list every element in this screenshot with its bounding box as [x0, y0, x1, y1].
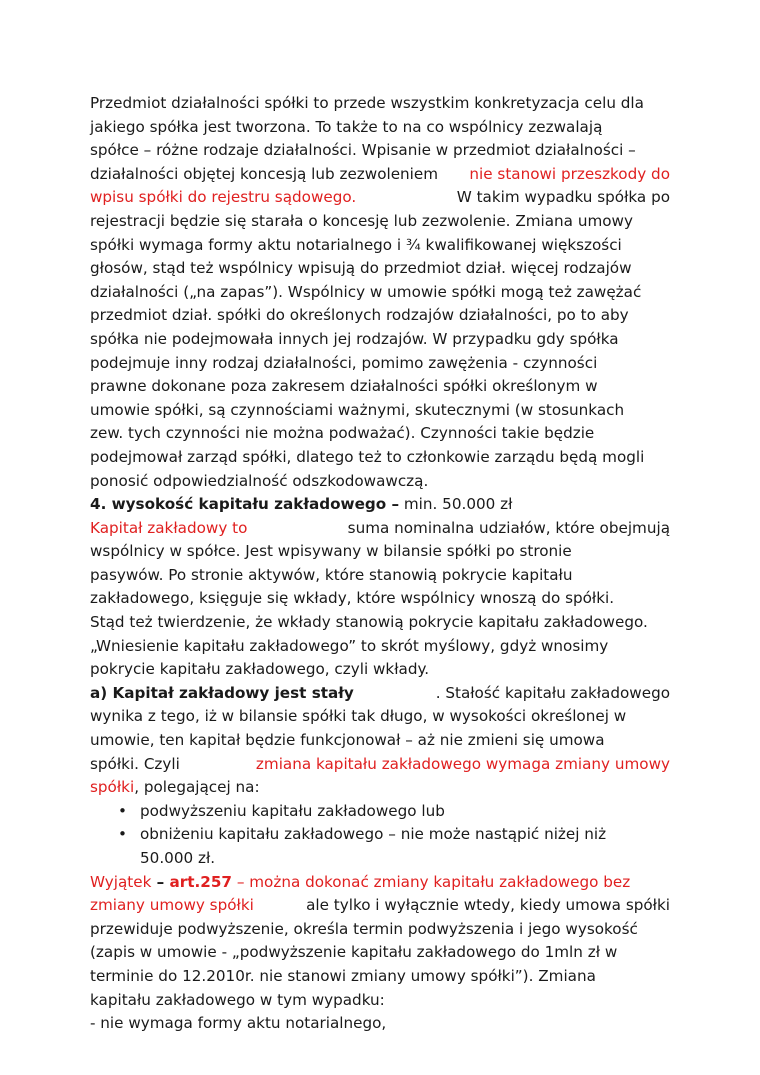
- text-span: , polegającej na:: [134, 778, 260, 797]
- text-line: spółki wymaga formy aktu notarialnego i ¾ kwalifikowanej większości: [90, 235, 622, 254]
- text-line: ponosić odpowiedzialność odszkodowawczą.: [90, 471, 429, 490]
- text-span: . Stałość kapitału zakładowego: [435, 683, 670, 702]
- text-line: rejestracji będzie się starała o koncesję lub zezwolenie. Zmiana umowy: [90, 211, 633, 230]
- text-line: „Wniesienie kapitału zakładowego” to skrót myślowy, gdyż wnosimy: [90, 636, 609, 655]
- text-line-mixed: [90, 163, 670, 187]
- exception-lead: [90, 871, 630, 895]
- text-span: W takim wypadku spółka po: [456, 188, 670, 207]
- highlight-red: Wyjątek: [90, 872, 152, 891]
- text-span: działalności objętej koncesją lub zezwoleniem: [90, 164, 439, 183]
- text-line: (zapis w umowie - „podwyższenie kapitału zakładowego do 1mln zł w: [90, 943, 618, 962]
- heading-value: min. 50.000 zł: [399, 495, 513, 514]
- bullet-icon: •: [118, 801, 127, 820]
- article-ref: art.257: [169, 872, 233, 891]
- text-line: wynika z tego, iż w bilansie spółki tak długo, w wysokości określonej w: [90, 707, 627, 726]
- text-line: terminie do 12.2010r. nie stanowi zmiany umowy spółki”). Zmiana: [90, 966, 596, 985]
- section-heading: [90, 493, 670, 517]
- subheading-bold: a) Kapitał zakładowy jest stały: [90, 683, 354, 702]
- text-line-mixed: [90, 517, 670, 541]
- text-line: kapitału zakładowego w tym wypadku:: [90, 990, 385, 1009]
- highlight-red: wpisu spółki do rejestru sądowego.: [90, 188, 357, 207]
- text-line: umowie, ten kapitał będzie funkcjonował – aż nie zmieni się umowa: [90, 731, 605, 750]
- highlight-red: Kapitał zakładowy to: [90, 518, 248, 537]
- text-line: spółce – różne rodzaje działalności. Wpisanie w przedmiot działalności –: [90, 141, 636, 160]
- text-line-mixed: [90, 682, 670, 706]
- text-line: zakładowego, księguje się wkłady, które wspólnicy wnoszą do spółki.: [90, 589, 615, 608]
- bullet-icon: •: [118, 825, 127, 844]
- text-line-mixed: [90, 871, 670, 895]
- list-item-text: podwyższeniu kapitału zakładowego lub: [140, 801, 445, 820]
- highlight-red: zmiana kapitału zakładowego wymaga zmiany umowy: [255, 754, 670, 773]
- text-line: zew. tych czynności nie można podważać). Czynności takie będzie: [90, 424, 595, 443]
- text-line: podejmuje inny rodzaj działalności, pomimo zawężenia - czynności: [90, 353, 598, 372]
- list-item: [90, 800, 670, 824]
- text-line: Stąd też twierdzenie, że wkłady stanowią pokrycie kapitału zakładowego.: [90, 613, 648, 632]
- text-line: działalności („na zapas”). Wspólnicy w umowie spółki mogą też zawężać: [90, 282, 642, 301]
- text-line: przewiduje podwyższenie, określa termin podwyższenia i jego wysokość: [90, 919, 638, 938]
- highlight-red: – można dokonać zmiany kapitału zakładowego bez: [232, 872, 631, 891]
- list-item-text: obniżeniu kapitału zakładowego – nie może nastąpić niżej niż: [140, 825, 607, 844]
- dash-bold: –: [151, 872, 170, 891]
- list-item-continuation: 50.000 zł.: [140, 849, 216, 867]
- text-line: prawne dokonane poza zakresem działalności spółki określonym w: [90, 377, 598, 396]
- text-line: - nie wymaga formy aktu notarialnego,: [90, 1014, 387, 1033]
- text-span: spółki. Czyli: [90, 754, 180, 773]
- list-item: [90, 823, 670, 847]
- text-line: pokrycie kapitału zakładowego, czyli wkłady.: [90, 660, 430, 679]
- text-line-mixed: [90, 186, 670, 210]
- document-page: [90, 92, 670, 1036]
- text-line-mixed: [90, 894, 670, 918]
- highlight-red: nie stanowi przeszkody do: [469, 164, 670, 183]
- text-line-mixed: [90, 776, 670, 800]
- text-span: ale tylko i wyłącznie wtedy, kiedy umowa spółki: [301, 896, 670, 915]
- text-line-mixed: [90, 753, 670, 777]
- text-line: podejmował zarząd spółki, dlatego też to członkowie zarządu będą mogli: [90, 447, 645, 466]
- highlight-red: zmiany umowy spółki: [90, 896, 254, 915]
- text-line: przedmiot dział. spółki do określonych rodzajów działalności, po to aby: [90, 306, 629, 325]
- heading-bold: 4. wysokość kapitału zakładowego –: [90, 495, 400, 514]
- text-line: umowie spółki, są czynnościami ważnymi, skutecznymi (w stosunkach: [90, 400, 625, 419]
- text-line: pasywów. Po stronie aktywów, które stanowią pokrycie kapitału: [90, 565, 573, 584]
- text-line: głosów, stąd też wspólnicy wpisują do przedmiot dział. więcej rodzajów: [90, 259, 632, 278]
- highlight-red: spółki: [90, 778, 135, 797]
- text-line: spółka nie podejmowała innych jej rodzajów. W przypadku gdy spółka: [90, 329, 619, 348]
- text-span: suma nominalna udziałów, które obejmują: [342, 518, 670, 537]
- text-line: wspólnicy w spółce. Jest wpisywany w bilansie spółki po stronie: [90, 542, 572, 561]
- text-line: Przedmiot działalności spółki to przede wszystkim konkretyzacja celu dla: [90, 94, 644, 112]
- text-line: jakiego spółka jest tworzona. To także to na co wspólnicy zezwalają: [90, 117, 603, 136]
